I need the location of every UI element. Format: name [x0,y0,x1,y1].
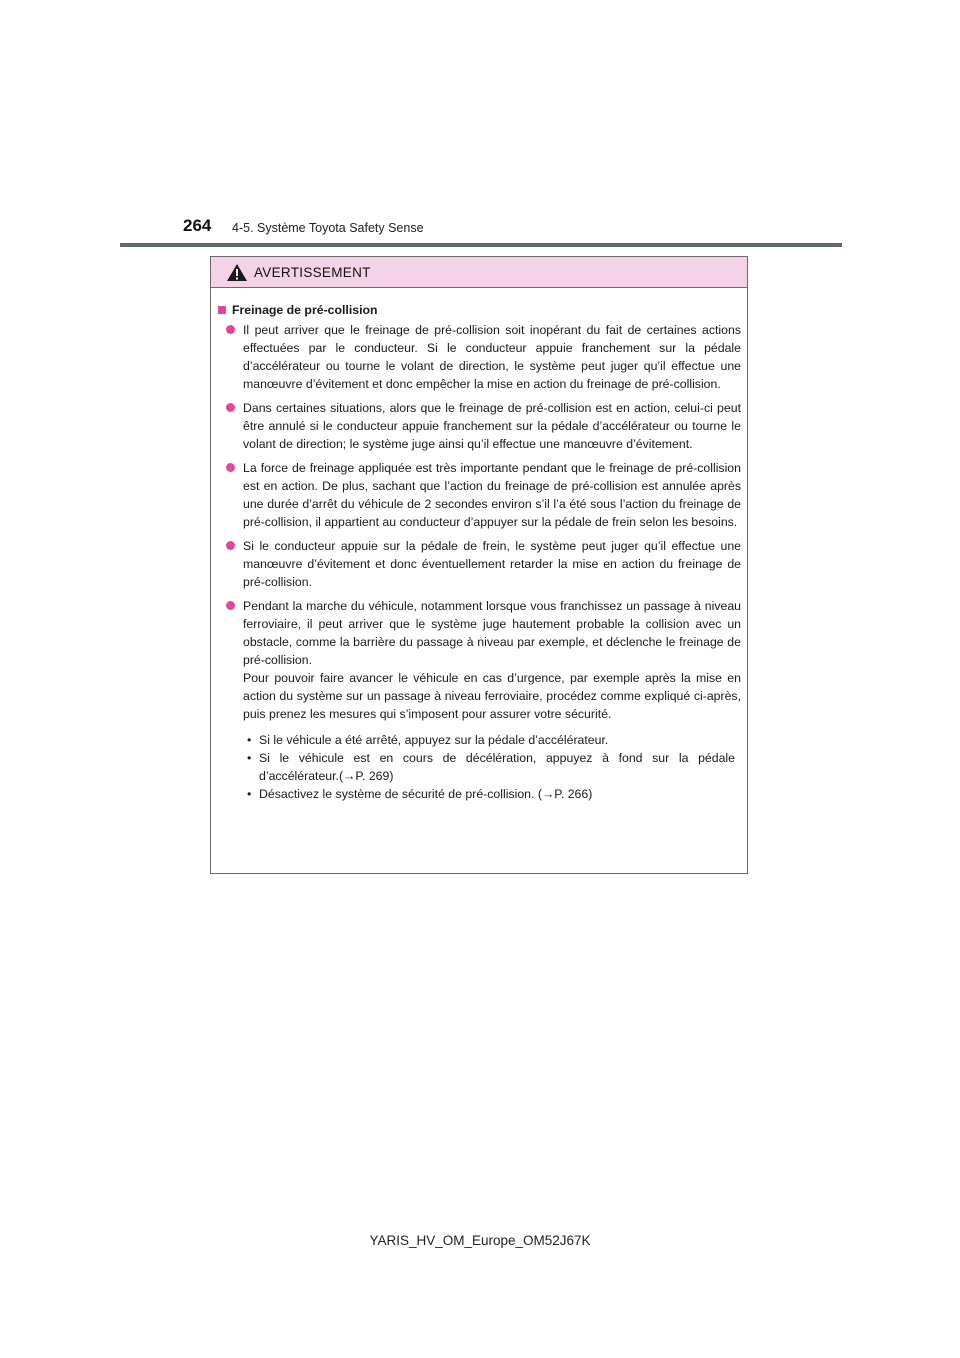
bullet-dot-icon: • [247,751,252,765]
warning-triangle-icon [226,263,248,282]
warning-header [211,257,747,288]
list-item-text: La force de freinage appliquée est très importante pendant que le freinage de pré-collision est en action. De plus, sachant que l’action du freinage de pré-collision est annulée après une durée d’arrêt du véhicule de 2 secondes environ s’il l’a été sous l’action du freinage de pré-collision, il appartient au conducteur d’appuyer sur la pédale de frein selon les besoins. [243,461,741,529]
list-item-text [243,597,741,803]
subheading [218,301,741,319]
sub-list-item-text: Si le véhicule est en cours de décélération, appuyez à fond sur la pédale d’accélérateur.(→P. 269) [259,751,735,783]
sub-list [243,731,741,803]
subheading-text: Freinage de pré-collision [232,303,378,317]
sub-list-item-text: Désactivez le système de sécurité de pré-collision. (→P. 266) [259,787,593,801]
warning-body [211,288,747,803]
warning-box [210,256,748,874]
list-item [226,459,741,531]
list-item-text: Il peut arriver que le freinage de pré-collision soit inopérant du fait de certaines actions effectuées par le conducteur. Si le conducteur appuie franchement sur la pédale d’accélérateur ou tourne le volant de direction, le système peut juger qu’il effectue une manœuvre d’évitement et donc empêcher la mise en action du freinage de pré-collision. [243,323,741,391]
list-item [226,321,741,393]
section-title: 4-5. Système Toyota Safety Sense [232,221,424,235]
sub-list-item [243,785,741,803]
circle-bullet-icon [226,541,235,550]
list-item-text: Dans certaines situations, alors que le freinage de pré-collision est en action, celui-ci peut être annulé si le conducteur appuie franchement sur la pédale d’accélérateur ou tourne le volant de direction; le système juge ainsi qu’il effectue une manœuvre d’évitement. [243,401,741,451]
circle-bullet-icon [226,601,235,610]
list-item [226,399,741,453]
list-item-text: Si le conducteur appuie sur la pédale de frein, le système peut juger qu’il effectue une manœuvre d’évitement et donc éventuellement retarder la mise en action du freinage de pré-collision. [243,539,741,589]
square-bullet-icon [218,306,226,314]
sub-list-item [243,749,741,785]
bullet-dot-icon: • [247,787,252,801]
circle-bullet-icon [226,325,235,334]
circle-bullet-icon [226,463,235,472]
bullet-dot-icon: • [247,733,252,747]
list-item [226,537,741,591]
circle-bullet-icon [226,403,235,412]
header-rule [120,243,842,247]
sub-list-item [243,731,741,749]
warning-label: AVERTISSEMENT [254,264,371,280]
paragraph: Pendant la marche du véhicule, notamment lorsque vous franchissez un passage à niveau ferroviaire, il peut arriver que le système juge hautement probable la collision avec un obstacle, comme la barrière du passage à niveau par exemple, et déclenche le freinage de pré-collision. [243,599,741,667]
paragraph: Pour pouvoir faire avancer le véhicule en cas d’urgence, par exemple après la mise en action du système sur un passage à niveau ferroviaire, procédez comme expliqué ci-après, puis prenez les mesures qui s’imposent pour assurer votre sécurité. [243,671,741,721]
page-number: 264 [183,216,212,235]
list-item [226,597,741,803]
sub-list-item-text: Si le véhicule a été arrêté, appuyez sur la pédale d’accélérateur. [259,733,609,747]
footer-document-code: YARIS_HV_OM_Europe_OM52J67K [369,1233,591,1248]
